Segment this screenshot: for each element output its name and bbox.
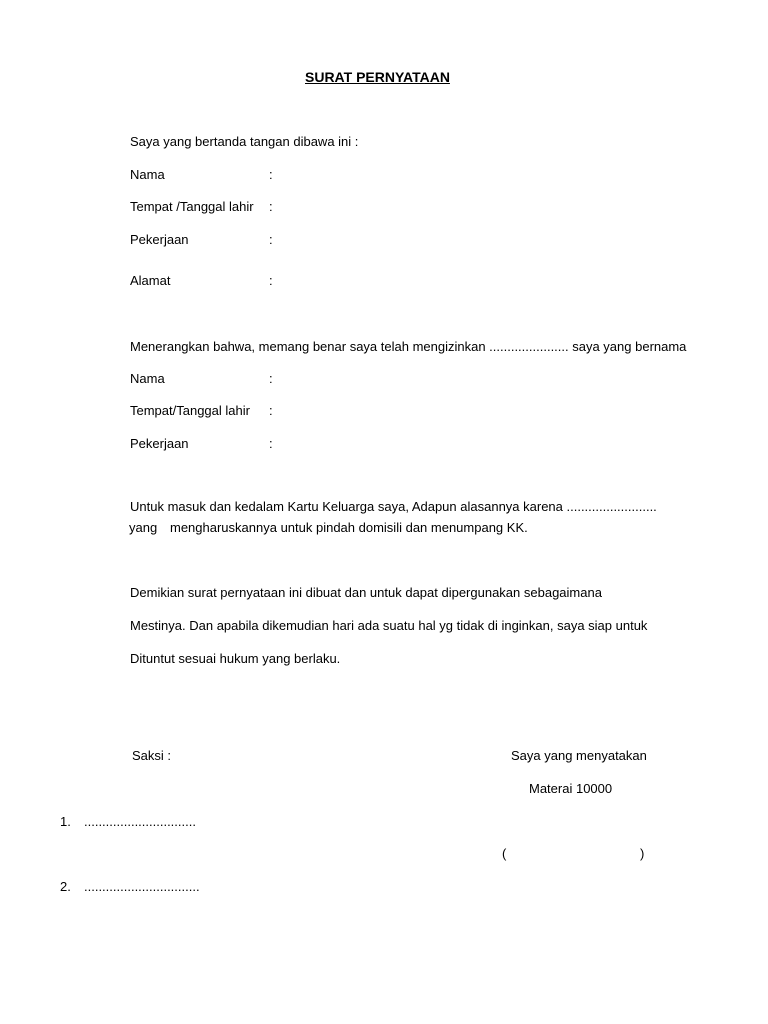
- reason-line-1: Untuk masuk dan kedalam Kartu Keluarga saya, Adapun alasannya karena .........................: [130, 499, 657, 514]
- witness-1-number: 1.: [60, 814, 71, 829]
- intro-text: Saya yang bertanda tangan dibawa ini :: [130, 134, 359, 149]
- saksi-label: Saksi :: [132, 748, 172, 763]
- signature-close-paren: ): [640, 846, 645, 861]
- closing-line-2: Mestinya. Dan apabila dikemudian hari ada suatu hal yg tidak di inginkan, saya siap untuk: [130, 618, 648, 633]
- nama-label-1: Nama: [130, 167, 165, 182]
- closing-line-3: Dituntut sesuai hukum yang berlaku.: [130, 651, 341, 666]
- signature-open-paren: (: [502, 846, 507, 861]
- alamat-label: Alamat: [130, 273, 171, 288]
- closing-line-1: Demikian surat pernyataan ini dibuat dan untuk dapat dipergunakan sebagaimana: [130, 585, 602, 600]
- witness-2-line: ................................: [84, 879, 200, 894]
- ttl-colon-2: :: [269, 403, 273, 418]
- signer-label: Saya yang menyatakan: [511, 748, 647, 763]
- pekerjaan-label-2: Pekerjaan: [130, 436, 189, 451]
- nama-label-2: Nama: [130, 371, 165, 386]
- pekerjaan-colon-2: :: [269, 436, 273, 451]
- reason-line-2-start: yang: [129, 520, 158, 535]
- pekerjaan-colon-1: :: [269, 232, 273, 247]
- witness-1-line: ...............................: [84, 814, 196, 829]
- ttl-label-2: Tempat/Tanggal lahir: [130, 403, 250, 418]
- alamat-colon: :: [269, 273, 273, 288]
- materai-text: Materai 10000: [529, 781, 613, 796]
- ttl-colon-1: :: [269, 199, 273, 214]
- ttl-label-1: Tempat /Tanggal lahir: [130, 199, 254, 214]
- nama-colon-2: :: [269, 371, 273, 386]
- reason-line-2-rest: mengharuskannya untuk pindah domisili dan menumpang KK.: [170, 520, 528, 535]
- nama-colon-1: :: [269, 167, 273, 182]
- pekerjaan-label-1: Pekerjaan: [130, 232, 189, 247]
- witness-2-number: 2.: [60, 879, 71, 894]
- page-title: SURAT PERNYATAAN: [305, 69, 450, 85]
- statement-text: Menerangkan bahwa, memang benar saya telah mengizinkan ...................... saya yang bernama: [130, 339, 687, 354]
